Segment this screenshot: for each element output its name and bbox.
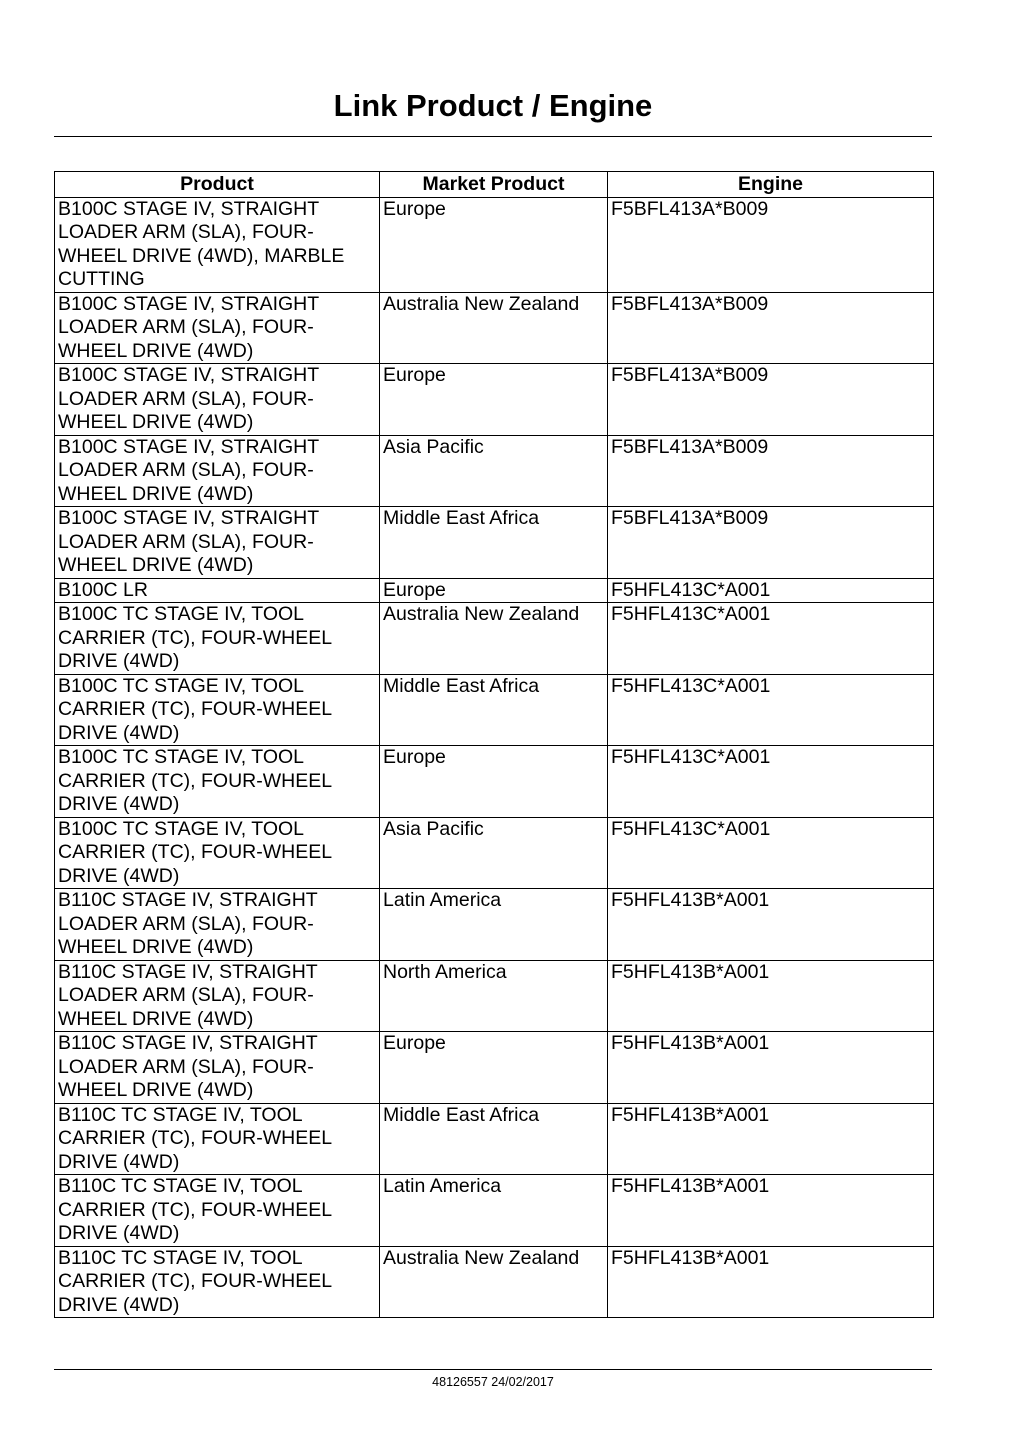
cell-engine: F5BFL413A*B009 — [608, 507, 934, 579]
cell-market-product: Europe — [380, 1032, 608, 1104]
table-row — [55, 1032, 934, 1104]
table-row — [55, 746, 934, 818]
cell-market-product: Europe — [380, 746, 608, 818]
cell-engine: F5HFL413C*A001 — [608, 746, 934, 818]
cell-engine: F5BFL413A*B009 — [608, 292, 934, 364]
cell-product: B110C TC STAGE IV, TOOL CARRIER (TC), FOUR-WHEEL DRIVE (4WD) — [55, 1246, 380, 1318]
cell-product: B100C STAGE IV, STRAIGHT LOADER ARM (SLA), FOUR-WHEEL DRIVE (4WD) — [55, 292, 380, 364]
title-divider — [54, 136, 932, 137]
table-row — [55, 603, 934, 675]
table-row — [55, 674, 934, 746]
table-row — [55, 507, 934, 579]
cell-market-product: Australia New Zealand — [380, 292, 608, 364]
cell-product: B110C STAGE IV, STRAIGHT LOADER ARM (SLA), FOUR-WHEEL DRIVE (4WD) — [55, 1032, 380, 1104]
cell-engine: F5BFL413A*B009 — [608, 197, 934, 292]
table-row — [55, 197, 934, 292]
cell-market-product: Europe — [380, 197, 608, 292]
table-row — [55, 1175, 934, 1247]
cell-market-product: North America — [380, 960, 608, 1032]
cell-product: B110C STAGE IV, STRAIGHT LOADER ARM (SLA), FOUR-WHEEL DRIVE (4WD) — [55, 889, 380, 961]
cell-engine: F5HFL413B*A001 — [608, 889, 934, 961]
cell-engine: F5HFL413B*A001 — [608, 1032, 934, 1104]
cell-market-product: Asia Pacific — [380, 435, 608, 507]
cell-engine: F5HFL413B*A001 — [608, 1175, 934, 1247]
cell-engine: F5BFL413A*B009 — [608, 435, 934, 507]
cell-product: B110C TC STAGE IV, TOOL CARRIER (TC), FOUR-WHEEL DRIVE (4WD) — [55, 1103, 380, 1175]
cell-engine: F5HFL413C*A001 — [608, 578, 934, 603]
table-row — [55, 1246, 934, 1318]
cell-market-product: Australia New Zealand — [380, 603, 608, 675]
footer-divider — [54, 1369, 932, 1370]
column-header-engine: Engine — [608, 172, 934, 198]
cell-market-product: Middle East Africa — [380, 1103, 608, 1175]
cell-product: B100C LR — [55, 578, 380, 603]
table-body — [55, 197, 934, 1318]
cell-engine: F5BFL413A*B009 — [608, 364, 934, 436]
cell-market-product: Australia New Zealand — [380, 1246, 608, 1318]
table-row — [55, 889, 934, 961]
cell-market-product: Europe — [380, 578, 608, 603]
table-row — [55, 292, 934, 364]
cell-market-product: Asia Pacific — [380, 817, 608, 889]
cell-engine: F5HFL413B*A001 — [608, 1103, 934, 1175]
table-row — [55, 1103, 934, 1175]
table-row — [55, 364, 934, 436]
footer-doc-info: 48126557 24/02/2017 — [432, 1375, 554, 1389]
column-header-market-product: Market Product — [380, 172, 608, 198]
cell-product: B100C TC STAGE IV, TOOL CARRIER (TC), FOUR-WHEEL DRIVE (4WD) — [55, 746, 380, 818]
cell-engine: F5HFL413C*A001 — [608, 674, 934, 746]
cell-product: B100C STAGE IV, STRAIGHT LOADER ARM (SLA), FOUR-WHEEL DRIVE (4WD) — [55, 435, 380, 507]
cell-market-product: Middle East Africa — [380, 507, 608, 579]
cell-product: B100C STAGE IV, STRAIGHT LOADER ARM (SLA), FOUR-WHEEL DRIVE (4WD) — [55, 507, 380, 579]
cell-market-product: Latin America — [380, 1175, 608, 1247]
column-header-product: Product — [55, 172, 380, 198]
cell-engine: F5HFL413B*A001 — [608, 960, 934, 1032]
page-title: Link Product / Engine — [333, 88, 653, 123]
cell-product: B100C TC STAGE IV, TOOL CARRIER (TC), FOUR-WHEEL DRIVE (4WD) — [55, 603, 380, 675]
cell-market-product: Europe — [380, 364, 608, 436]
table-row — [55, 960, 934, 1032]
cell-product: B100C TC STAGE IV, TOOL CARRIER (TC), FOUR-WHEEL DRIVE (4WD) — [55, 817, 380, 889]
table-row — [55, 435, 934, 507]
table-header-row — [55, 172, 934, 198]
cell-market-product: Latin America — [380, 889, 608, 961]
table-row — [55, 578, 934, 603]
table-row — [55, 817, 934, 889]
cell-product: B100C STAGE IV, STRAIGHT LOADER ARM (SLA), FOUR-WHEEL DRIVE (4WD) — [55, 364, 380, 436]
product-engine-table — [54, 171, 934, 1318]
cell-product: B110C STAGE IV, STRAIGHT LOADER ARM (SLA), FOUR-WHEEL DRIVE (4WD) — [55, 960, 380, 1032]
cell-market-product: Middle East Africa — [380, 674, 608, 746]
cell-product: B110C TC STAGE IV, TOOL CARRIER (TC), FOUR-WHEEL DRIVE (4WD) — [55, 1175, 380, 1247]
cell-engine: F5HFL413C*A001 — [608, 603, 934, 675]
cell-engine: F5HFL413B*A001 — [608, 1246, 934, 1318]
cell-product: B100C STAGE IV, STRAIGHT LOADER ARM (SLA), FOUR-WHEEL DRIVE (4WD), MARBLE CUTTING — [55, 197, 380, 292]
cell-product: B100C TC STAGE IV, TOOL CARRIER (TC), FOUR-WHEEL DRIVE (4WD) — [55, 674, 380, 746]
cell-engine: F5HFL413C*A001 — [608, 817, 934, 889]
